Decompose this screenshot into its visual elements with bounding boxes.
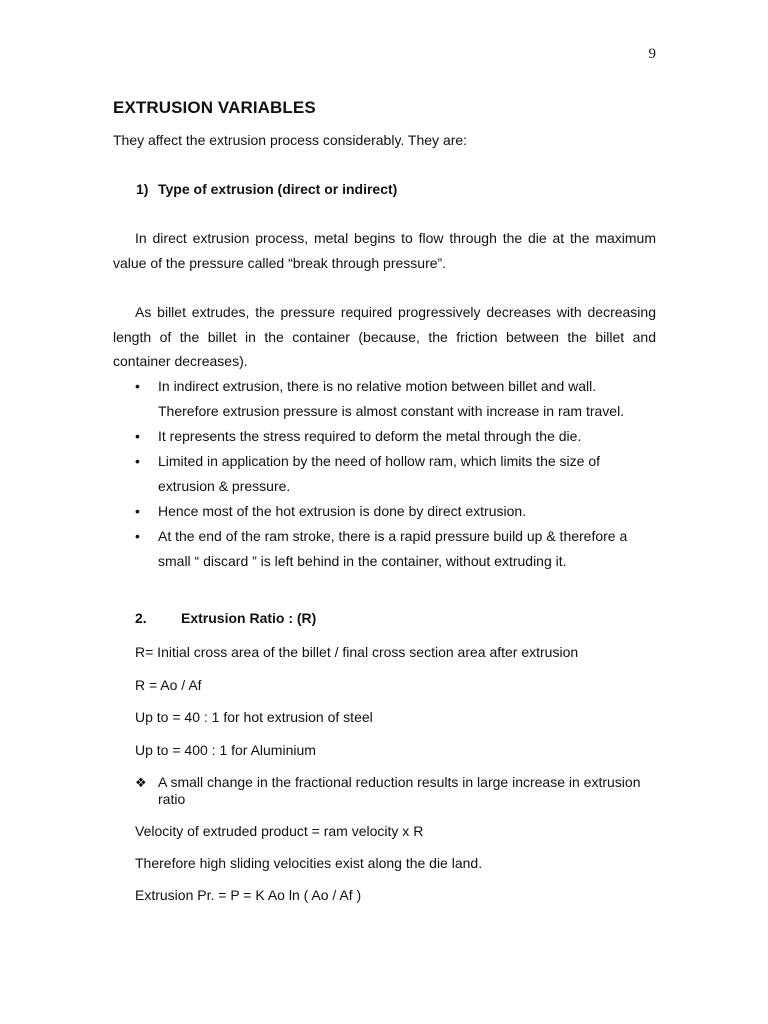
bullet-icon: • bbox=[135, 528, 140, 544]
bullet-icon: • bbox=[135, 503, 140, 519]
list-item bbox=[113, 524, 656, 574]
paragraph-direct-extrusion: In direct extrusion process, metal begins to flow through the die at the maximum value of the pressure called “break through pressure”. bbox=[113, 230, 656, 271]
list-item-text: It represents the stress required to deform the metal through the die. bbox=[158, 428, 582, 444]
list-item bbox=[113, 424, 656, 449]
page-number: 9 bbox=[648, 46, 656, 62]
subheading-number: 2. bbox=[135, 610, 147, 626]
subheading-text: Type of extrusion (direct or indirect) bbox=[158, 181, 398, 197]
subheading-text: Extrusion Ratio : (R) bbox=[181, 610, 317, 626]
list-item bbox=[113, 374, 656, 424]
section-title: EXTRUSION VARIABLES bbox=[113, 98, 316, 117]
paragraph-billet-extrudes: As billet extrudes, the pressure required progressively decreases with decreasing length of the billet in the container (because, the friction between the billet and container decreases). bbox=[113, 304, 656, 369]
diamond-note bbox=[135, 774, 645, 808]
bullet-icon: • bbox=[135, 453, 140, 469]
sliding-velocity-line: Therefore high sliding velocities exist along the die land. bbox=[135, 855, 483, 871]
list-item-text: Hence most of the hot extrusion is done by direct extrusion. bbox=[158, 503, 527, 519]
subheading-type-of-extrusion bbox=[136, 181, 397, 197]
extrusion-pressure-formula: Extrusion Pr. = P = K Ao ln ( Ao / Af ) bbox=[135, 887, 362, 903]
list-item-text: At the end of the ram stroke, there is a rapid pressure build up & therefore a small “ discard ” is left behind in the container, without extruding it. bbox=[158, 528, 628, 569]
ratio-aluminium: Up to = 400 : 1 for Aluminium bbox=[135, 742, 316, 758]
list-item-text: Limited in application by the need of hollow ram, which limits the size of extrusion & pressure. bbox=[158, 453, 600, 494]
ratio-steel: Up to = 40 : 1 for hot extrusion of steel bbox=[135, 709, 373, 725]
velocity-line: Velocity of extruded product = ram velocity x R bbox=[135, 823, 424, 839]
diamond-bullet-icon: ❖ bbox=[135, 775, 147, 790]
list-item bbox=[113, 449, 656, 499]
list-item-text: In indirect extrusion, there is no relative motion between billet and wall. Therefore extrusion pressure is almost constant with increase in ram travel. bbox=[158, 378, 625, 419]
bullet-list bbox=[113, 374, 656, 574]
intro-text: They affect the extrusion process considerably. They are: bbox=[113, 132, 468, 148]
bullet-icon: • bbox=[135, 428, 140, 444]
list-item bbox=[113, 499, 656, 524]
ratio-definition: R= Initial cross area of the billet / final cross section area after extrusion bbox=[135, 644, 579, 660]
ratio-formula: R = Ao / Af bbox=[135, 677, 202, 693]
subheading-number: 1) bbox=[136, 181, 149, 197]
subheading-extrusion-ratio bbox=[135, 610, 316, 626]
diamond-note-text: A small change in the fractional reduction results in large increase in extrusion ratio bbox=[158, 774, 641, 807]
bullet-icon: • bbox=[135, 378, 140, 394]
